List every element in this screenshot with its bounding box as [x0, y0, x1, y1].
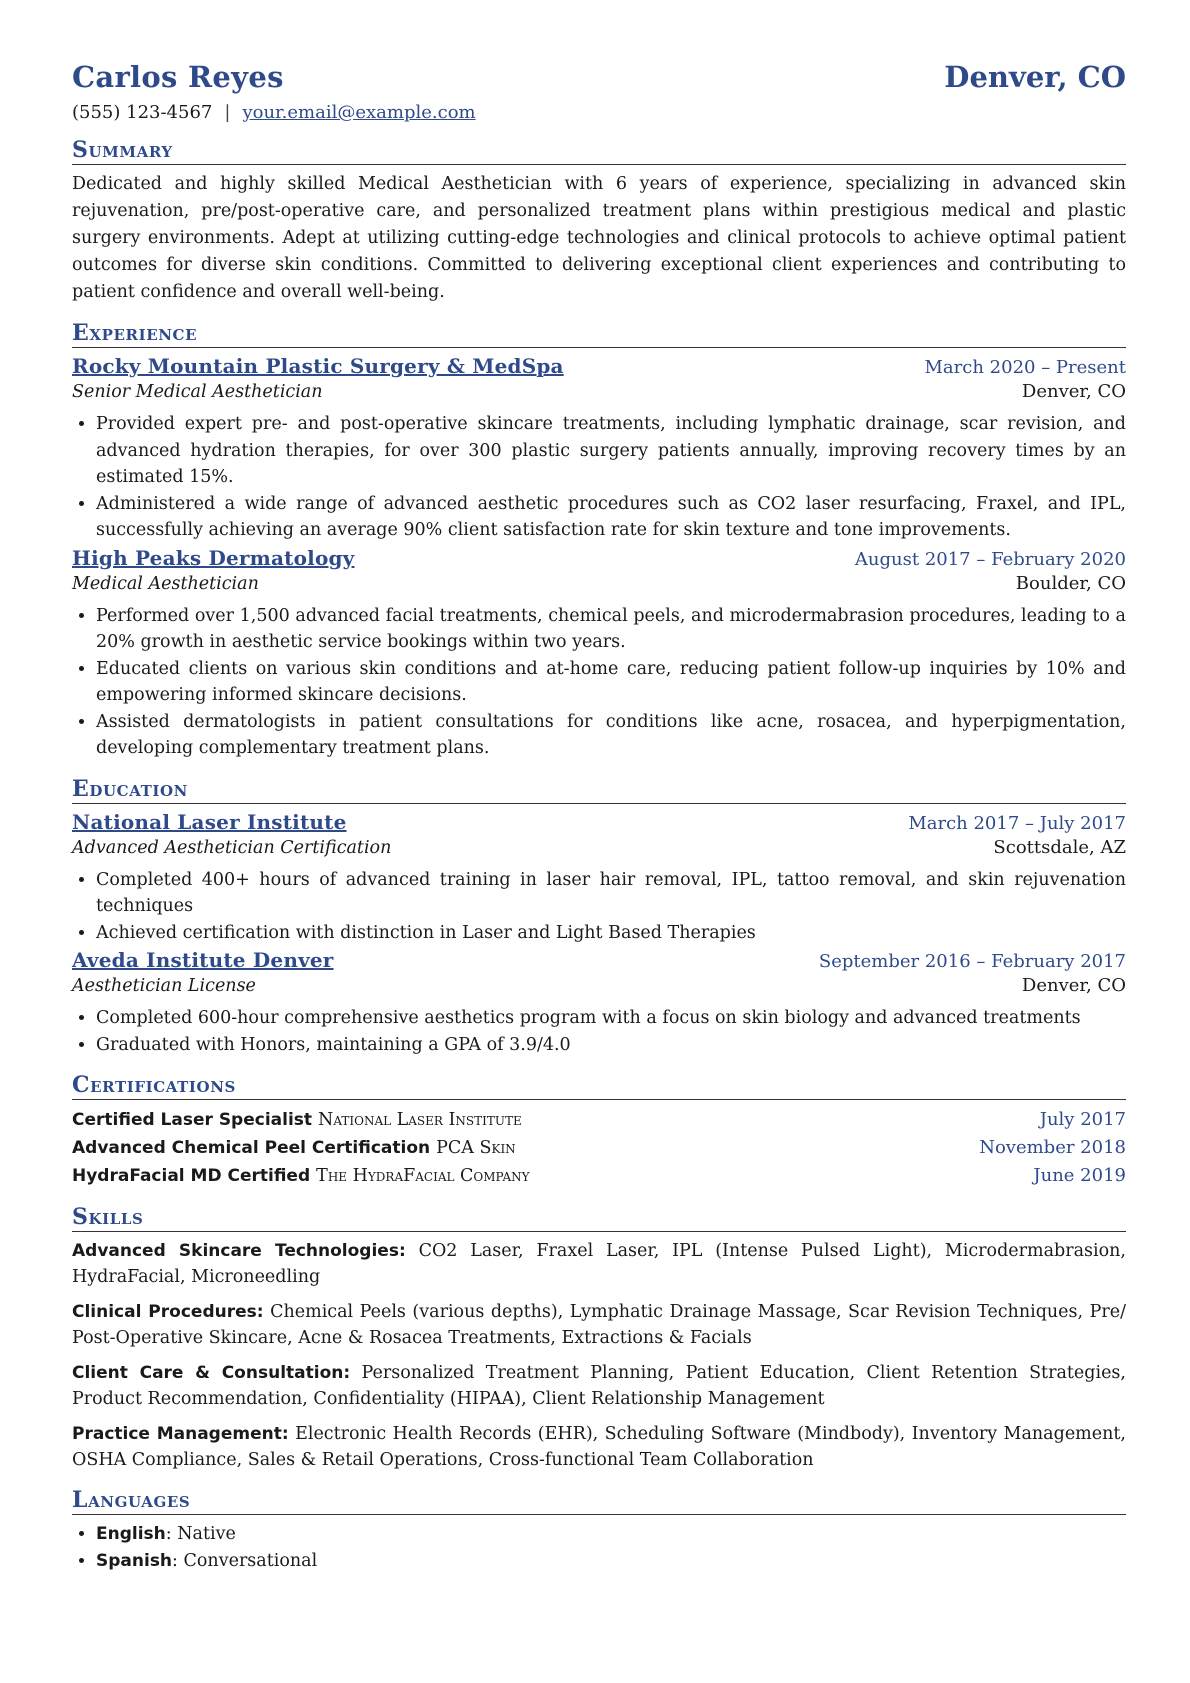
- experience-entry: [72, 354, 1126, 544]
- education-entry: [72, 810, 1126, 947]
- resume-page: [72, 60, 1126, 1575]
- job-location: Boulder, CO: [1015, 572, 1126, 594]
- skill-group-label: Practice Management:: [72, 1424, 289, 1444]
- experience-heading: Experience: [72, 320, 1126, 348]
- list-item: [96, 1521, 1126, 1548]
- summary-text: Dedicated and highly skilled Medical Aesthetician with 6 years of experience, specializing in advanced skin rejuvenation, pre/post-operative care, and personalized treatment plans within prestigious medical and plastic surgery environments. Adept at utilizing cutting-edge technologies and clinical protocols to achieve optimal patient outcomes for diverse skin conditions. Committed to delivering exceptional client experiences and contributing to patient confidence and overall well-being.: [72, 174, 1126, 302]
- skill-group: [72, 1421, 1126, 1473]
- employment-dates: August 2017 – February 2020: [854, 548, 1126, 570]
- list-item: • Educated clients on various skin conditions and at-home care, reducing patient follow-up inquiries by 10% and empowering informed skincare decisions.: [96, 656, 1126, 709]
- achievement-list: [72, 411, 1126, 544]
- achievement-list: [72, 603, 1126, 762]
- skill-group: [72, 1238, 1126, 1290]
- certification-name: HydraFacial MD Certified: [72, 1166, 311, 1186]
- skill-group-text: Electronic Health Records (EHR), Scheduling Software (Mindbody), Inventory Management, OSHA Compliance, Sales & Retail Operations, Cross-functional Team Collaboration: [72, 1424, 1126, 1470]
- education-heading: Education: [72, 776, 1126, 804]
- job-title: Medical Aesthetician: [72, 573, 259, 594]
- list-item: • Achieved certification with distinction in Laser and Light Based Therapies: [96, 920, 1126, 947]
- language-level: : Native: [165, 1524, 236, 1544]
- phone-number: (555) 123-4567: [72, 102, 213, 123]
- candidate-location: Denver, CO: [944, 60, 1126, 94]
- education-dates: September 2016 – February 2017: [818, 951, 1126, 972]
- certification-issuer: National Laser Institute: [318, 1110, 522, 1130]
- certification-date: November 2018: [979, 1137, 1126, 1158]
- education-detail-list: [72, 1005, 1126, 1058]
- experience-entry: [72, 546, 1126, 762]
- certification-name: Certified Laser Specialist: [72, 1110, 313, 1130]
- certifications-heading: Certifications: [72, 1072, 1126, 1100]
- skill-group-label: Clinical Procedures:: [72, 1302, 264, 1322]
- certification-row: [72, 1162, 1126, 1190]
- credential-title: Advanced Aesthetician Certification: [72, 837, 392, 858]
- skill-group-label: Advanced Skincare Technologies:: [72, 1241, 406, 1261]
- institution-location: Denver, CO: [1021, 975, 1126, 996]
- certification-row: [72, 1106, 1126, 1134]
- skill-group-text: Chemical Peels (various depths), Lymphatic Drainage Massage, Scar Revision Techniques, Pre/ Post-Operative Skincare, Acne & Rosacea Treatments, Extractions & Facials: [72, 1302, 1126, 1348]
- summary-heading: Summary: [72, 137, 1126, 165]
- education-entry: [72, 948, 1126, 1058]
- skill-group-label: Client Care & Consultation:: [72, 1363, 351, 1383]
- institution-name[interactable]: Aveda Institute Denver: [72, 948, 334, 972]
- employer-name[interactable]: Rocky Mountain Plastic Surgery & MedSpa: [72, 354, 564, 378]
- employer-name[interactable]: High Peaks Dermatology: [72, 545, 355, 570]
- institution-location: Scottsdale, AZ: [993, 836, 1126, 858]
- language-level: : Conversational: [172, 1551, 318, 1571]
- employment-dates: March 2020 – Present: [924, 357, 1126, 378]
- list-item: • Completed 600-hour comprehensive aesthetics program with a focus on skin biology and advanced treatments: [96, 1005, 1126, 1032]
- certification-date: June 2019: [1033, 1165, 1126, 1186]
- contact-separator: |: [224, 102, 231, 123]
- certification-issuer: The HydraFacial Company: [316, 1166, 530, 1186]
- languages-heading: Languages: [72, 1487, 1126, 1515]
- list-item: [96, 1548, 1126, 1575]
- list-item: • Assisted dermatologists in patient consultations for conditions like acne, rosacea, and hyperpigmentation, developing complementary treatment plans.: [96, 709, 1126, 762]
- job-title: Senior Medical Aesthetician: [72, 382, 323, 402]
- list-item: • Graduated with Honors, maintaining a GPA of 3.9/4.0: [96, 1032, 1126, 1059]
- language-name: English: [96, 1524, 166, 1544]
- contact-line: [72, 102, 1126, 123]
- list-item: • Completed 400+ hours of advanced training in laser hair removal, IPL, tattoo removal, and skin rejuvenation techniques: [96, 867, 1126, 920]
- skill-group: [72, 1299, 1126, 1351]
- list-item: • Provided expert pre- and post-operative skincare treatments, including lymphatic drainage, scar revision, and advanced hydration therapies, for over 300 plastic surgery patients annually, improving recovery times by an estimated 15%.: [96, 411, 1126, 491]
- education-detail-list: [72, 867, 1126, 947]
- education-dates: March 2017 – July 2017: [908, 812, 1126, 834]
- skills-heading: Skills: [72, 1204, 1126, 1232]
- certification-date: July 2017: [1039, 1109, 1126, 1130]
- list-item: • Performed over 1,500 advanced facial treatments, chemical peels, and microdermabrasion procedures, leading to a 20% growth in aesthetic service bookings within two years.: [96, 603, 1126, 656]
- skill-group: [72, 1360, 1126, 1412]
- language-list: [72, 1521, 1126, 1575]
- certification-issuer: PCA Skin: [436, 1138, 516, 1158]
- language-name: Spanish: [96, 1551, 173, 1571]
- list-item: • Administered a wide range of advanced aesthetic procedures such as CO2 laser resurfacing, Fraxel, and IPL, successfully achieving an average 90% client satisfaction rate for skin texture and tone improvements.: [96, 491, 1126, 544]
- certification-name: Advanced Chemical Peel Certification: [72, 1138, 431, 1158]
- skill-group-text: Personalized Treatment Planning, Patient Education, Client Retention Strategies, Product Recommendation, Confidentiality (HIPAA), Client Relationship Management: [72, 1363, 1126, 1409]
- email-link[interactable]: your.email@example.com: [242, 102, 476, 123]
- certification-row: [72, 1134, 1126, 1162]
- credential-title: Aesthetician License: [72, 976, 256, 996]
- institution-name[interactable]: National Laser Institute: [72, 809, 347, 834]
- candidate-name: Carlos Reyes: [72, 60, 284, 94]
- skill-group-text: CO2 Laser, Fraxel Laser, IPL (Intense Pulsed Light), Microdermabrasion, HydraFacial, Microneedling: [72, 1241, 1126, 1287]
- resume-header: [72, 60, 1126, 94]
- job-location: Denver, CO: [1021, 381, 1126, 402]
